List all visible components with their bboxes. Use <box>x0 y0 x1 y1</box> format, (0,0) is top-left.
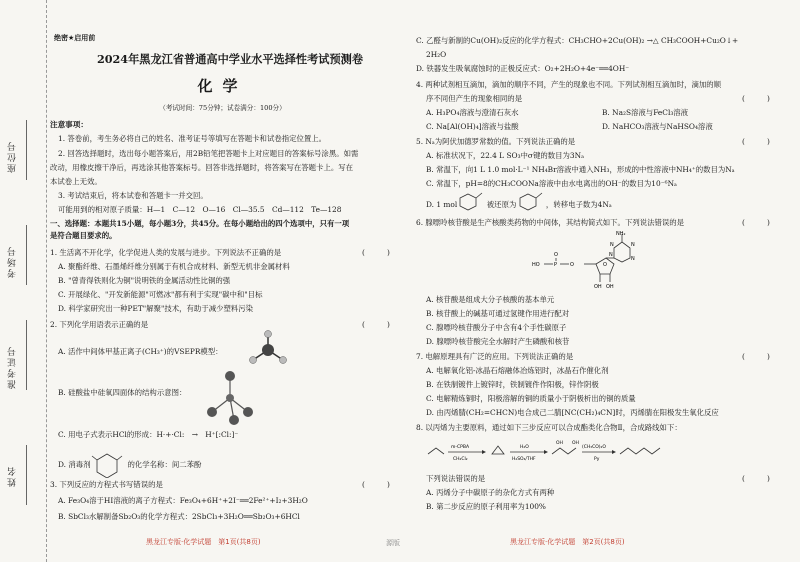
reagent-water: H₂O <box>520 445 529 450</box>
q1-option-a: A. 聚酯纤维、石墨烯纤维分别属于有机合成材料、新型无机非金属材料 <box>58 262 290 271</box>
silicate-tetrahedron-diagram <box>200 368 260 428</box>
answer-paren-1: ( ) <box>362 248 390 257</box>
q7-option-a: A. 电解氧化铝-冰晶石熔融体冶炼铝时，冰晶石作催化剂 <box>426 366 609 375</box>
secret-label: 绝密★启用前 <box>54 34 96 42</box>
q1-option-b: B. "曾青得铁则化为铜"说明铁的金属活动性比铜的强 <box>58 276 231 285</box>
q3-option-c: C. 乙醛与新制的Cu(OH)₂反应的化学方程式：CH₃CHO+2Cu(OH)₂ →△ CH₃COOH+Cu₂O↓+ <box>416 36 739 45</box>
reagent-acid-thf: H₂SO₄/THF <box>512 457 536 462</box>
amine-label: NH₂ <box>616 231 626 237</box>
q3-option-a: A. Fe₃O₄溶于HI溶液的离子方程式：Fe₃O₄+6H⁺+2I⁻══2Fe²⁺+I₂+3H₂O <box>58 496 308 505</box>
answer-paren-4: ( ) <box>742 94 770 103</box>
q6-option-c: C. 腺嘌呤核苷酸分子中含有4个手性碳原子 <box>426 323 567 332</box>
notice-1: 1. 答卷前，考生务必将自己的姓名、准考证号等填写在答题卡和试卷指定位置上。 <box>58 134 327 143</box>
notice-3: 3. 考试结束后，将本试卷和答题卡一并交回。 <box>58 191 208 200</box>
page-1-footer: 黑龙江专版·化学试题 第1页(共8页) <box>146 538 261 546</box>
q4-option-a: A. H₃PO₄溶液与澄清石灰水 <box>426 108 519 117</box>
page-1 <box>50 0 395 562</box>
q1-option-d: D. 科学家研究出一种PET"解聚"技术，有助于减少塑料污染 <box>58 304 254 313</box>
answer-paren-5: ( ) <box>742 137 770 146</box>
question-7: 7. 电解原理具有广泛的应用。下列说法正确的是 <box>416 352 574 361</box>
section-1-heading: 一、选择题：本题共15小题，每小题3分，共45分。在每小题给出的四个选项中，只有一项 <box>50 219 350 228</box>
n-label-3: N <box>631 256 635 262</box>
q8-option-a: A. 丙烯分子中碳原子的杂化方式有两种 <box>426 488 555 497</box>
n-label-4: N <box>609 252 613 258</box>
seat-number-line <box>26 120 27 180</box>
phosphate-hydroxyl-label: HO <box>532 262 540 268</box>
q8-option-b: B. 第二步反应的原子利用率为100% <box>426 502 546 511</box>
q5-option-d: D. 1 mol 被还原为 ，转移电子数为4Nₐ <box>426 200 612 209</box>
reagent-pyridine: Py <box>594 457 600 462</box>
q4-option-b: B. Na₂S溶液与FeCl₃溶液 <box>602 108 689 117</box>
q2-option-c: C. 用电子式表示HCl的形成：H·+·Cl: → H⁺[:Cl:]⁻ <box>58 430 239 439</box>
q2-option-d: D. 消毒剂 的化学名称：间二苯酚 <box>58 460 202 469</box>
question-8: 8. 以丙烯为主要原料，通过如下三步反应可以合成酯类化合物Ⅱ，合成路线如下： <box>416 423 682 432</box>
q6-option-a: A. 核苷酸是组成大分子核酸的基本单元 <box>426 295 555 304</box>
question-6: 6. 腺嘌呤核苷酸是生产核酸类药物的中间体，其结构简式如下。下列说法错误的是 <box>416 218 685 227</box>
q7-option-b: B. 在铁制镀件上镀锌时，铁制镀件作阳极，锌作阴极 <box>426 380 599 389</box>
atomic-masses: 可能用到的相对原子质量：H—1 C—12 O—16 Cl—35.5 Cd—112 Te—128 <box>58 205 342 214</box>
answer-paren-7: ( ) <box>742 352 770 361</box>
diol-hydroxyl-1: OH <box>556 441 563 446</box>
admission-number-label: 准考证号 <box>8 345 18 389</box>
exam-room-line <box>26 225 27 285</box>
n-label-1: N <box>610 242 614 248</box>
q4-option-d: D. NaHCO₃溶液与NaHSO₄溶液 <box>602 122 713 131</box>
aniline-structure <box>516 188 546 212</box>
binding-strip <box>0 0 47 562</box>
q6-option-d: D. 腺嘌呤核苷酸完全水解时产生磷酸和核苷 <box>426 337 570 346</box>
center-watermark: 源版 <box>386 539 400 547</box>
q8-ask: 下列说法错误的是 <box>426 474 486 483</box>
resorcinol-structure <box>90 446 124 478</box>
notice-2: 2. 回答选择题时，选出每小题答案后，用2B铅笔把答题卡上对应题目的答案标号涂黑。如需 <box>58 149 359 158</box>
q5-option-c: C. 常温下，pH=8的CH₃COONa溶液中由水电离出的OH⁻的数目为10⁻⁶Nₐ <box>426 179 677 188</box>
q5-option-b: B. 常温下，向1 L 1.0 mol·L⁻¹ NH₄Br溶液中通入NH₃，形成的中性溶液中NH₄⁺的数目为Nₐ <box>426 165 735 174</box>
page-2 <box>416 0 786 562</box>
q3-option-d: D. 铁器发生吸氧腐蚀时的正极反应式：O₂+2H₂O+4e⁻══4OH⁻ <box>416 64 630 73</box>
reagent-dcm: CH₂Cl₂ <box>453 457 468 462</box>
ring-oxygen-label: O <box>603 262 607 268</box>
admission-number-line <box>26 320 27 390</box>
q3-option-b: B. SbCl₃水解制备Sb₂O₃的化学方程式：2SbCl₃+3H₂O══Sb₂O₃+6HCl <box>58 512 300 521</box>
vsepr-model-diagram <box>245 330 291 370</box>
question-4-cont: 序不同但产生的现象相同的是 <box>426 94 523 103</box>
nitrobenzene-structure <box>456 188 486 212</box>
answer-paren-6: ( ) <box>742 218 770 227</box>
q6-option-b: B. 核苷酸上的碱基可通过氢键作用进行配对 <box>426 309 570 318</box>
synthesis-route-diagram <box>424 432 664 468</box>
answer-paren-2: ( ) <box>362 320 390 329</box>
exam-room-label: 考场号 <box>8 245 18 278</box>
subject-title: 化学 <box>197 77 248 95</box>
reagent-anhydride: (CH₃CO)₂O <box>582 445 606 450</box>
q2-option-a: A. 活作中间体甲基正离子(CH₃⁺)的VSEPR模型： <box>58 347 223 356</box>
answer-paren-3: ( ) <box>362 480 390 489</box>
q7-option-d: D. 由丙烯腈(CH₂=CHCN)电合成己二腈[NC(CH₂)₄CN]时，丙烯腈在阳极发生氧化反应 <box>426 408 719 417</box>
adenosine-monophosphate-structure <box>526 228 666 290</box>
q1-option-c: C. 开展绿化、"开发新能源"可燃冰"都有利于实现"碳中和"目标 <box>58 290 263 299</box>
q5-option-a: A. 标准状况下，22.4 L SO₃中σ键的数目为3Nₐ <box>426 151 584 160</box>
question-3: 3. 下列反应的方程式书写错误的是 <box>50 480 163 489</box>
phosphorus-label: P <box>554 262 558 268</box>
q7-option-c: C. 电解精炼铜时，阳极溶解的铜的质量小于阴极析出的铜的质量 <box>426 394 636 403</box>
question-2: 2. 下列化学用语表示正确的是 <box>50 320 149 329</box>
question-4: 4. 两种试剂相互滴加，滴加的顺序不同，产生的现象也不同。下列试剂相互滴加时，滴加的顺 <box>416 80 722 89</box>
n-label-2: N <box>631 242 635 248</box>
question-5: 5. Nₐ为阿伏加德罗常数的值。下列说法正确的是 <box>416 137 576 146</box>
page-2-footer: 黑龙江专版·化学试题 第2页(共8页) <box>510 538 625 546</box>
phosphoryl-oxygen-label: O <box>554 252 558 258</box>
reagent-mcpba: m-CPBA <box>451 445 470 450</box>
q3-option-c-cont: 2H₂O <box>426 50 447 59</box>
question-1: 1. 生活离不开化学，化学促进人类的发展与进步。下列说法不正确的是 <box>50 248 282 257</box>
notice-2-cont2: 本试卷上无效。 <box>50 177 102 186</box>
q2-option-b: B. 硅酸盐中硅氧四面体的结构示意图： <box>58 388 187 397</box>
q4-option-c: C. Na[Al(OH)₄]溶液与盐酸 <box>426 122 519 131</box>
ester-oxygen-label: O <box>570 262 574 268</box>
name-line <box>26 445 27 505</box>
answer-paren-8: ( ) <box>742 474 770 483</box>
notice-2-cont: 改动，用橡皮擦干净后，再选涂其他答案标号。回答非选择题时，将答案写在答题卡上。写在 <box>50 163 354 172</box>
exam-info: （考试时间：75分钟；试卷满分：100分） <box>159 104 286 112</box>
name-label: 姓名 <box>8 465 18 487</box>
diol-hydroxyl-2: OH <box>572 441 579 446</box>
notice-heading: 注意事项： <box>50 120 88 129</box>
section-1-heading-cont: 是符合题目要求的。 <box>50 231 117 240</box>
hydroxyl-label-2: OH <box>606 284 614 290</box>
seat-number-label: 座位号 <box>8 140 18 173</box>
exam-title: 2024年黑龙江省普通高中学业水平选择性考试预测卷 <box>96 52 364 66</box>
hydroxyl-label-1: OH <box>594 284 602 290</box>
